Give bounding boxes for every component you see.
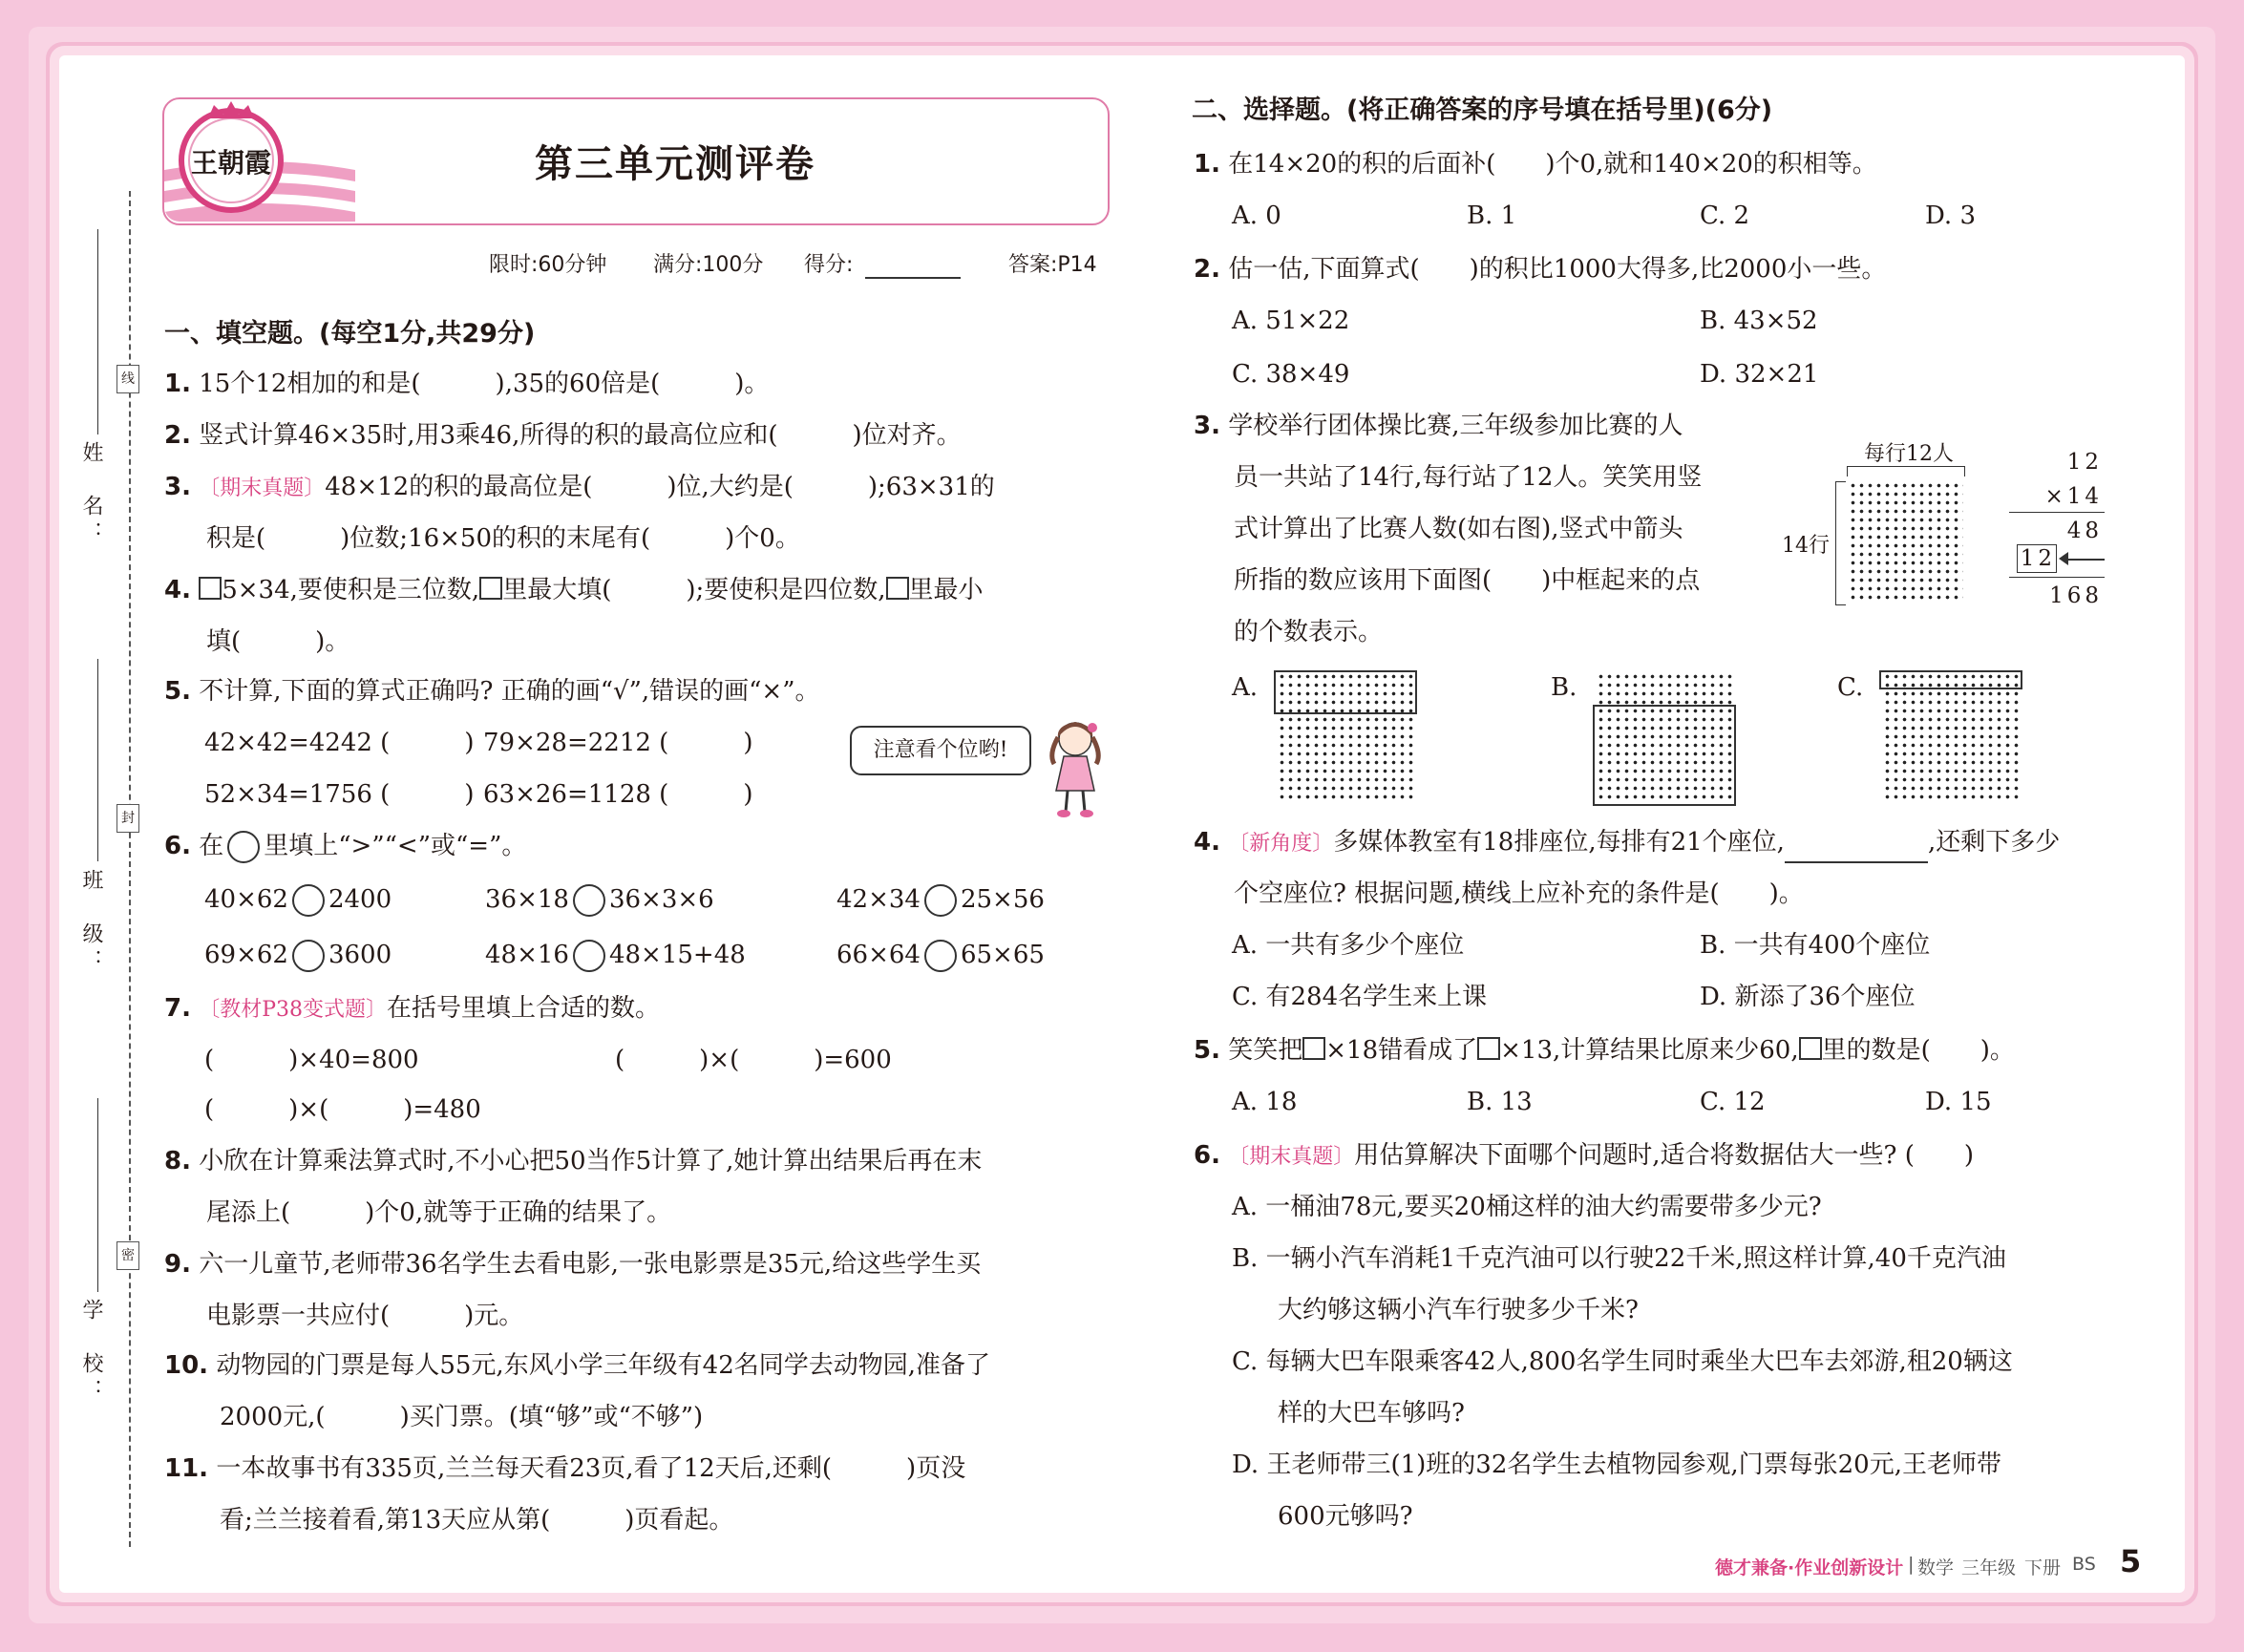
answer-circle[interactable] xyxy=(573,884,605,917)
option-label[interactable]: C. xyxy=(1837,673,1864,702)
seal-mark: 封 xyxy=(116,804,139,833)
choice-5-text: 里的数是( )。 xyxy=(1821,1036,2015,1065)
footer-edition: BS xyxy=(2072,1554,2096,1575)
question-10-line-2: 2000元,( )买门票。(填“够”或“不够”) xyxy=(220,1403,704,1431)
choice-3-line-4: 所指的数应该用下面图( )中框起来的点 xyxy=(1234,566,1701,595)
q-number: 2. xyxy=(1194,255,1220,284)
compare-item: 40×62 2400 xyxy=(204,880,392,919)
answer-circle[interactable] xyxy=(924,884,957,917)
question-11-line-1: 一本故事书有335页,兰兰每天看23页,看了12天后,还剩( )页没 xyxy=(216,1454,966,1483)
question-6-text-a: 在 xyxy=(199,832,224,860)
binding-line xyxy=(129,191,131,1547)
girl-illustration xyxy=(1037,716,1113,825)
q-number: 11. xyxy=(164,1454,209,1483)
choice-1-text: 在14×20的积的后面补( )个0,就和140×20的积相等。 xyxy=(1228,150,1877,179)
question-5-item: 42×42=4242 ( ) xyxy=(204,729,475,757)
choice-3-line-1: 学校举行团体操比赛,三年级参加比赛的人 xyxy=(1228,412,1683,440)
brace xyxy=(1835,481,1846,605)
question-7-item: ( )×40=800 xyxy=(204,1046,419,1074)
q-number: 3. xyxy=(164,473,191,501)
compare-item: 36×18 36×3×6 xyxy=(485,880,714,919)
source-tag: 〔教材P38变式题〕 xyxy=(199,998,388,1022)
q-number: 8. xyxy=(164,1147,191,1175)
option[interactable]: C. 每辆大巴车限乘客42人,800名学生同时乘坐大巴车去郊游,租20辆这 xyxy=(1232,1347,2013,1376)
choice-5-text: ×18错看成了 xyxy=(1325,1036,1478,1065)
answer-ref: 答案:P14 xyxy=(1008,253,1097,277)
q-number: 3. xyxy=(1194,412,1220,440)
fill-blank[interactable] xyxy=(1785,837,1928,863)
option-c-grid[interactable] xyxy=(1883,672,2021,802)
q-number: 4. xyxy=(164,576,191,604)
score-field[interactable] xyxy=(865,277,961,279)
square-box-icon xyxy=(886,577,909,600)
question-8-line-2: 尾添上( )个0,就等于正确的结果了。 xyxy=(206,1198,672,1227)
option[interactable]: B. 一辆小汽车消耗1千克汽油可以行驶22千米,照这样计算,40千克汽油 xyxy=(1232,1244,2006,1273)
figure-top-label: 每行12人 xyxy=(1864,442,1954,466)
choice-4-line-2: 个空座位? 根据问题,横线上应补充的条件是( )。 xyxy=(1234,879,1804,908)
footer-subject: 数学 xyxy=(1917,1557,1955,1578)
section-1-heading: 一、填空题。(每空1分,共29分) xyxy=(164,319,536,349)
option[interactable]: B. 43×52 xyxy=(1700,307,1818,335)
answer-circle[interactable] xyxy=(573,940,605,972)
calc-line: 12 xyxy=(2066,450,2103,475)
option[interactable]: C. 2 xyxy=(1700,201,1750,230)
class-field[interactable] xyxy=(97,659,98,861)
question-10-line-1: 动物园的门票是每人55元,东风小学三年级有42名同学去动物园,准备了 xyxy=(216,1351,991,1380)
option[interactable]: B. 一共有400个座位 xyxy=(1700,931,1931,960)
full-score: 满分:100分 xyxy=(653,253,764,277)
q-number: 7. xyxy=(164,994,191,1023)
compare-item: 42×34 25×56 xyxy=(836,880,1045,919)
option[interactable]: D. 王老师带三(1)班的32名学生去植物园参观,门票每张20元,王老师带 xyxy=(1232,1451,2001,1479)
question-4-line-2: 填( )。 xyxy=(206,627,350,656)
option-label[interactable]: A. xyxy=(1232,673,1259,702)
figure-left-label: 14行 xyxy=(1782,534,1830,558)
option[interactable]: C. 38×49 xyxy=(1232,360,1350,389)
square-box-icon xyxy=(1477,1037,1500,1060)
option-continued: 600元够吗? xyxy=(1278,1502,1413,1531)
q-number: 1. xyxy=(164,370,191,398)
speech-bubble: 注意看个位哟! xyxy=(850,726,1031,775)
footer-term: 下册 xyxy=(2024,1557,2062,1578)
square-box-icon xyxy=(479,577,502,600)
choice-3-line-3: 式计算出了比赛人数(如右图),竖式中箭头 xyxy=(1234,515,1683,543)
source-tag: 〔新角度〕 xyxy=(1228,832,1334,856)
school-label: 学 校： xyxy=(79,1299,103,1406)
question-4-line-1a: 5×34,要使积是三位数, xyxy=(222,576,480,604)
question-11-line-2: 看;兰兰接着看,第13天应从第( )页看起。 xyxy=(220,1506,734,1535)
option[interactable]: D. 新添了36个座位 xyxy=(1700,983,1916,1011)
dot-grid-figure xyxy=(1849,481,1963,604)
choice-2-text: 估一估,下面算式( )的积比1000大得多,比2000小一些。 xyxy=(1228,255,1887,284)
q-number: 6. xyxy=(164,832,191,860)
question-7-text: 在括号里填上合适的数。 xyxy=(387,994,661,1023)
option[interactable]: D. 32×21 xyxy=(1700,360,1819,389)
option[interactable]: A. 一共有多少个座位 xyxy=(1232,931,1465,960)
calc-line: 168 xyxy=(2049,583,2103,608)
compare-circle-icon xyxy=(227,831,260,863)
option-a-highlight xyxy=(1274,670,1417,714)
choice-4-line-1b: ,还剩下多少 xyxy=(1927,828,2061,857)
option[interactable]: A. 一桶油78元,要买20桶这样的油大约需要带多少元? xyxy=(1232,1193,1822,1221)
source-tag: 〔期末真题〕 xyxy=(199,477,326,500)
question-1-text: 15个12相加的和是( ),35的60倍是( )。 xyxy=(199,370,770,398)
logo-text: 王朝霞 xyxy=(190,147,272,179)
question-4-line-1c: 里最小 xyxy=(908,576,984,604)
choice-5-text: ×13,计算结果比原来少60, xyxy=(1500,1036,1799,1065)
option-continued: 样的大巴车够吗? xyxy=(1278,1399,1465,1428)
question-5-item: 63×26=1128 ( ) xyxy=(483,780,753,809)
arrowhead-icon xyxy=(2059,552,2068,565)
page-number: 5 xyxy=(2120,1543,2142,1579)
q-number: 9. xyxy=(164,1250,191,1279)
compare-item: 48×16 48×15+48 xyxy=(485,936,746,974)
name-field[interactable] xyxy=(97,229,98,434)
choice-5-text: 笑笑把 xyxy=(1228,1036,1303,1065)
q-number: 10. xyxy=(164,1351,209,1380)
square-box-icon xyxy=(1799,1037,1822,1060)
question-5-item: 52×34=1756 ( ) xyxy=(204,780,475,809)
question-6-text-b: 里填上“>”“<”或“=”。 xyxy=(264,832,527,860)
calc-highlight: 12 xyxy=(2017,544,2057,573)
section-2-heading: 二、选择题。(将正确答案的序号填在括号里)(6分) xyxy=(1192,95,1773,125)
calc-line: 48 xyxy=(2066,519,2103,543)
question-7-item: ( )×( )=600 xyxy=(615,1046,892,1074)
question-5-item: 79×28=2212 ( ) xyxy=(483,729,753,757)
score-label: 得分: xyxy=(804,253,854,277)
option[interactable]: C. 有284名学生来上课 xyxy=(1232,983,1488,1011)
source-tag: 〔期末真题〕 xyxy=(1228,1145,1355,1169)
option[interactable]: D. 15 xyxy=(1925,1088,1992,1116)
option[interactable]: B. 13 xyxy=(1467,1088,1533,1116)
choice-3-line-2: 员一共站了14行,每行站了12人。笑笑用竖 xyxy=(1234,463,1703,492)
q-number: 1. xyxy=(1194,150,1220,179)
option[interactable]: A. 0 xyxy=(1232,201,1281,230)
answer-circle[interactable] xyxy=(292,884,325,917)
choice-6-text: 用估算解决下面哪个问题时,适合将数据估大一些? ( ) xyxy=(1354,1141,1975,1170)
class-label: 班 级： xyxy=(79,869,103,976)
question-4-line-1b: 里最大填( );要使积是四位数, xyxy=(502,576,886,604)
square-box-icon xyxy=(199,577,222,600)
time-limit: 限时:60分钟 xyxy=(489,253,607,277)
option[interactable]: D. 3 xyxy=(1925,201,1976,230)
page-title: 第三单元测评卷 xyxy=(535,142,815,186)
q-number: 4. xyxy=(1194,828,1220,857)
brand-logo xyxy=(170,95,292,218)
q-number: 6. xyxy=(1194,1141,1220,1170)
question-8-line-1: 小欣在计算乘法算式时,不小心把50当作5计算了,她计算出结果后再在末 xyxy=(199,1147,983,1175)
answer-circle[interactable] xyxy=(924,940,957,972)
option[interactable]: A. 18 xyxy=(1232,1088,1298,1116)
q-number: 5. xyxy=(1194,1036,1220,1065)
option[interactable]: B. 1 xyxy=(1467,201,1517,230)
calc-line: ×14 xyxy=(2044,484,2103,509)
seal-mark: 密 xyxy=(116,1241,139,1270)
square-box-icon xyxy=(1302,1037,1325,1060)
question-2-text: 竖式计算46×35时,用3乘46,所得的积的最高位应和( )位对齐。 xyxy=(199,421,962,450)
seal-mark: 线 xyxy=(116,365,139,393)
option-label[interactable]: B. xyxy=(1551,673,1577,702)
option-b-highlight xyxy=(1593,705,1736,806)
compare-item: 69×62 3600 xyxy=(204,936,392,974)
compare-item: 66×64 65×65 xyxy=(836,936,1045,974)
question-3-line-2: 积是( )位数;16×50的积的末尾有( )个0。 xyxy=(206,524,800,553)
answer-circle[interactable] xyxy=(292,940,325,972)
arrow-icon xyxy=(2063,559,2105,561)
name-label: 姓 名： xyxy=(79,441,103,548)
option-c-highlight xyxy=(1879,670,2022,689)
option[interactable]: C. 12 xyxy=(1700,1088,1766,1116)
question-3-line-1: 48×12的积的最高位是( )位,大约是( );63×31的 xyxy=(325,473,995,501)
option-continued: 大约够这辆小汽车行驶多少千米? xyxy=(1278,1296,1639,1324)
question-5-text: 不计算,下面的算式正确吗? 正确的画“√”,错误的画“×”。 xyxy=(199,677,820,706)
question-9-line-2: 电影票一共应付( )元。 xyxy=(206,1302,524,1330)
school-field[interactable] xyxy=(97,1098,98,1292)
q-number: 2. xyxy=(164,421,191,450)
question-9-line-1: 六一儿童节,老师带36名学生去看电影,一张电影票是35元,给这些学生买 xyxy=(199,1250,982,1279)
q-number: 5. xyxy=(164,677,191,706)
option[interactable]: A. 51×22 xyxy=(1232,307,1350,335)
choice-4-line-1a: 多媒体教室有18排座位,每排有21个座位, xyxy=(1333,828,1785,857)
footer-grade: 三年级 xyxy=(1961,1557,2017,1578)
footer-brand: 德才兼备·作业创新设计 xyxy=(1715,1557,1904,1578)
brace xyxy=(1847,466,1965,477)
question-7-item: ( )×( )=480 xyxy=(204,1095,481,1124)
choice-3-line-5: 的个数表示。 xyxy=(1234,618,1384,646)
